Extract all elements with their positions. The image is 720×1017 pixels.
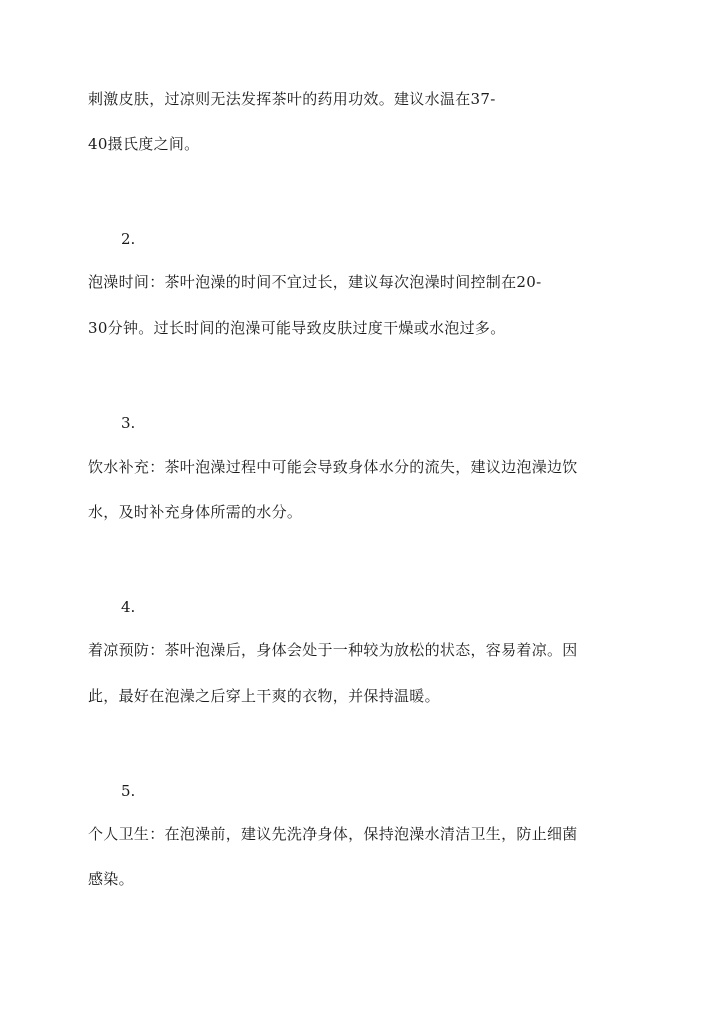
item-number: 5.: [121, 782, 136, 800]
item-number: 4.: [121, 598, 136, 616]
item-number: 2.: [121, 230, 136, 248]
intro-line-2: 40摄氏度之间。: [88, 135, 200, 153]
item-line-2: 此，最好在泡澡之后穿上干爽的衣物，并保持温暖。: [88, 687, 440, 705]
item-number: 3.: [121, 414, 136, 432]
item-line-2: 感染。: [88, 870, 134, 888]
item-line-1: 泡澡时间：茶叶泡澡的时间不宜过长，建议每次泡澡时间控制在20-: [88, 273, 542, 291]
item-line-2: 水，及时补充身体所需的水分。: [88, 503, 303, 521]
item-line-1: 饮水补充：茶叶泡澡过程中可能会导致身体水分的流失，建议边泡澡边饮: [88, 458, 578, 476]
item-line-1: 着凉预防：茶叶泡澡后，身体会处于一种较为放松的状态，容易着凉。因: [88, 641, 578, 659]
item-line-1: 个人卫生：在泡澡前，建议先洗净身体，保持泡澡水清洁卫生，防止细菌: [88, 825, 578, 843]
item-line-2: 30分钟。过长时间的泡澡可能导致皮肤过度干燥或水泡过多。: [88, 319, 506, 337]
intro-line-1: 刺激皮肤，过凉则无法发挥茶叶的药用功效。建议水温在37-: [88, 90, 496, 108]
